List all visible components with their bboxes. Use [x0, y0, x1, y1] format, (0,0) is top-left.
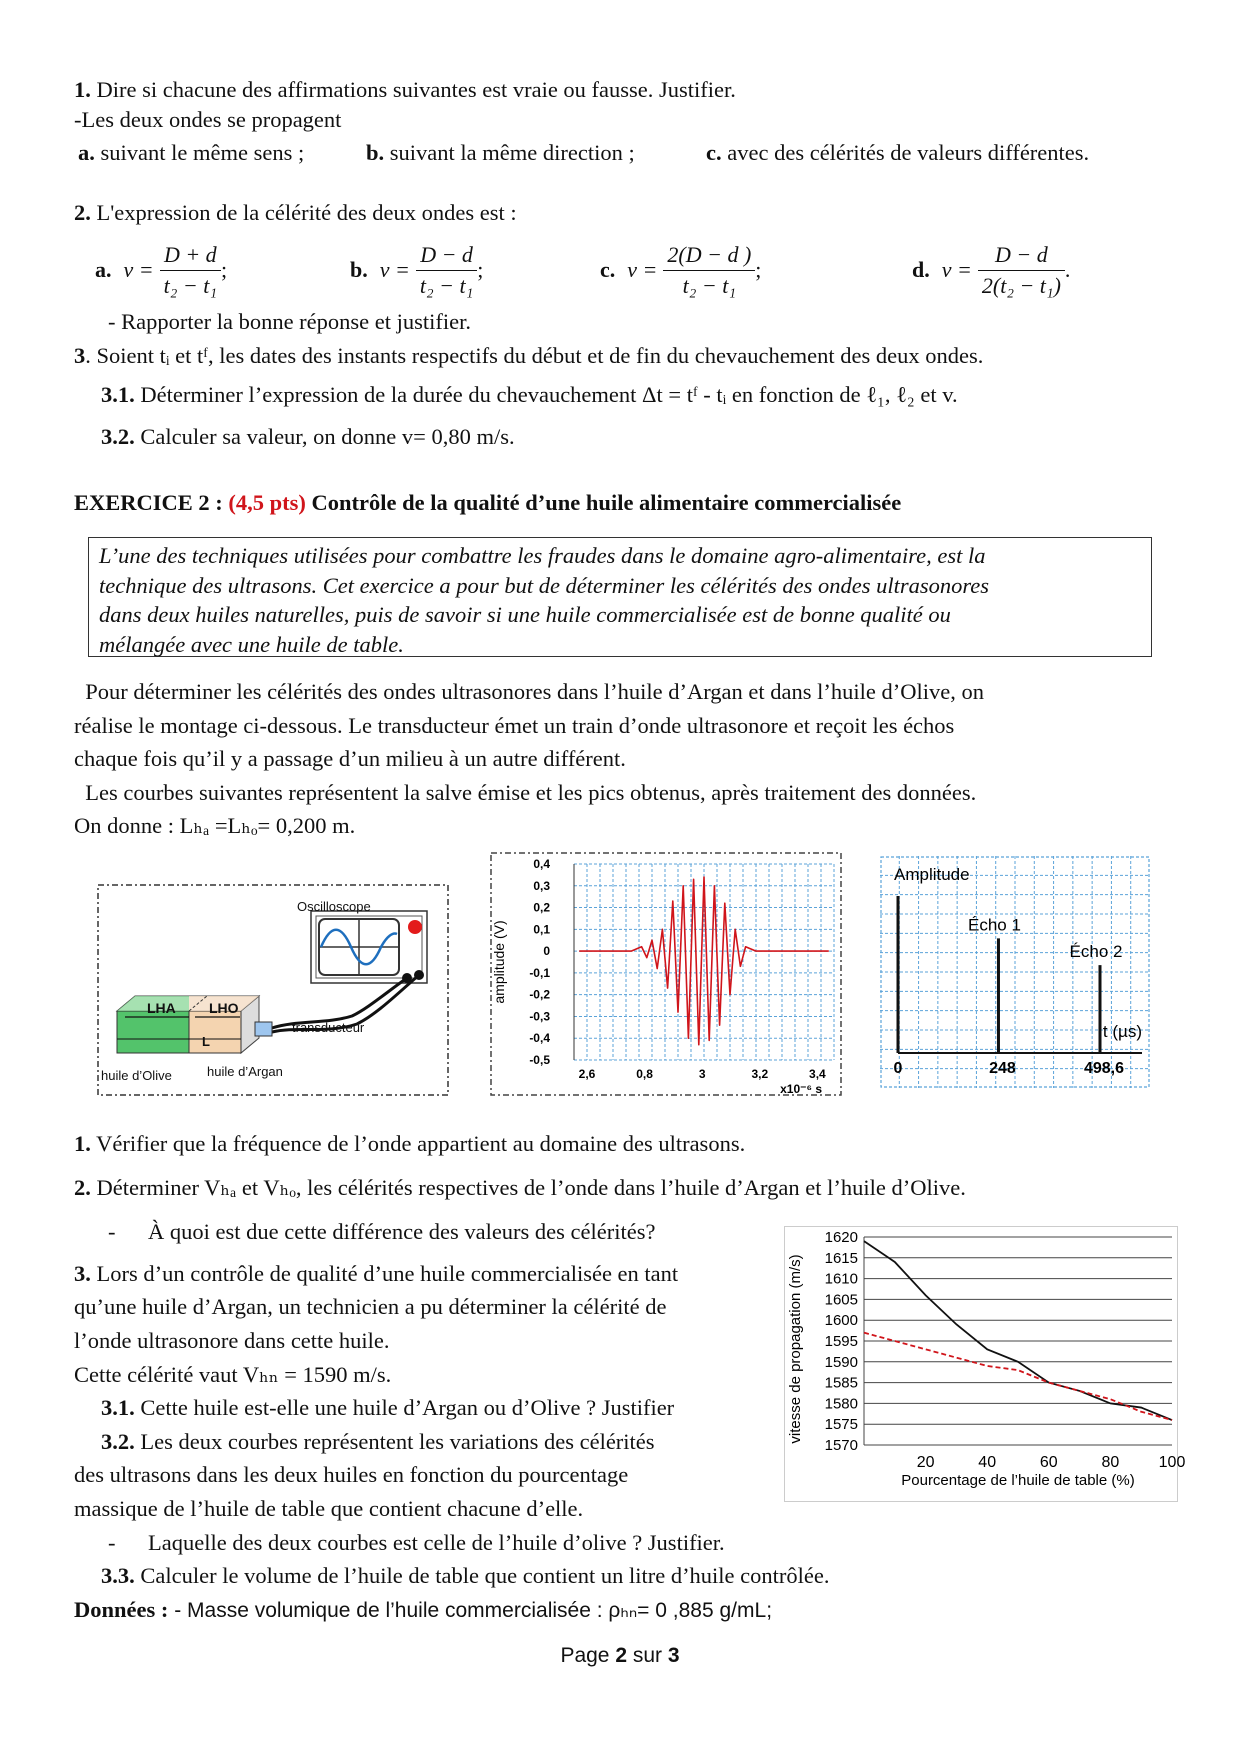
x-tick-label: 3,2: [751, 1067, 769, 1081]
y-tick-label: 1610: [824, 1270, 858, 1288]
paragraph-line: chaque fois qu’il y a passage d’un milieu à un autre différent.: [74, 746, 626, 771]
x-tick-label: 0,8: [636, 1067, 653, 1081]
ex2-question-1: 1. Vérifier que la fréquence de l’onde appartient au domaine des ultrasons.: [74, 1131, 746, 1156]
paragraph-line: Les courbes suivantes représentent la salve émise et les pics obtenus, après traitement des données.: [74, 780, 977, 805]
l-label: L: [202, 1034, 210, 1049]
question-3: 3. Soient tᵢ et tᶠ, les dates des instants respectifs du début et de fin du chevauchement des deux ondes.: [74, 343, 984, 368]
paragraph-line: Pour déterminer les célérités des ondes ultrasonores dans l’huile d’Argan et dans l’huile d’Olive, on: [74, 679, 984, 704]
x-tick-label: 20: [916, 1454, 935, 1471]
formula-a: a. v = $\frac{D + d}{\text{t₂ − t₁}}$ ;: [95, 241, 228, 298]
formula-c: c. v = $\frac{2(D - d )}{\text{t₂ − t₁}}$ ;: [600, 241, 762, 298]
ex2-question-3-line: Cette célérité vaut Vₕₙ = 1590 m/s.: [74, 1362, 392, 1387]
y-tick-label: 1595: [824, 1333, 858, 1350]
x-tick-label: 2,6: [578, 1067, 596, 1081]
ex2-question-2: 2. Déterminer Vₕₐ et Vₕₒ, les célérités respectives de l’onde dans l’huile d’Argan et l’huile d’Olive.: [74, 1175, 966, 1200]
question-1: 1. Dire si chacune des affirmations suivantes est vraie ou fausse. Justifier.: [74, 77, 736, 102]
x-tick-label: 3,4: [809, 1067, 826, 1081]
salve-chart: [490, 852, 842, 1096]
intro-line: technique des ultrasons. Cet exercice a pour but de déterminer les célérités des ondes ultrasonores: [99, 572, 990, 598]
option-b: b. suivant la même direction ;: [366, 140, 635, 165]
option-c: c. avec des célérités de valeurs différentes.: [706, 140, 1090, 165]
x-tick-label: 3: [698, 1067, 706, 1081]
peak-label: Écho 1: [968, 915, 1021, 935]
x-axis-label: t (µs): [1102, 1022, 1142, 1041]
exercise-2-intro-box: [88, 537, 1152, 657]
ex2-question-3: 3. Lors d’un contrôle de qualité d’une huile commercialisée en tant: [74, 1261, 679, 1286]
y-tick-label: 0,2: [533, 900, 550, 915]
y-tick-label: 1575: [824, 1416, 858, 1434]
y-tick-label: 1615: [824, 1249, 858, 1267]
dashed-series-line: [864, 1333, 1172, 1420]
question-1-intro: -Les deux ondes se propagent: [74, 107, 342, 132]
y-axis-label: vitesse de propagation (m/s): [787, 1254, 804, 1444]
chart-title: Amplitude: [894, 865, 970, 884]
question-3-2: 3.2. Calculer sa valeur, on donne v= 0,80 m/s.: [101, 424, 515, 449]
x-tick-label: 80: [1101, 1454, 1120, 1471]
ex2-question-3-line: l’onde ultrasonore dans cette huile.: [74, 1328, 390, 1353]
ex2-question-2-sub: - À quoi est due cette différence des valeurs des célérités?: [108, 1219, 656, 1244]
y-tick-label: -0,4: [529, 1031, 550, 1046]
y-tick-label: 1570: [824, 1437, 858, 1454]
y-tick-label: -0,3: [529, 1009, 550, 1024]
intro-line: L’une des techniques utilisées pour combattre les fraudes dans le domaine agro-alimentaire, est la: [99, 543, 986, 568]
y-tick-label: -0,2: [529, 987, 550, 1002]
question-3-1: 3.1. Déterminer l’expression de la durée du chevauchement Δt = tᶠ - tᵢ en fonction de ℓ₁, ℓ₂ et v.: [101, 382, 958, 407]
ex2-question-3-2-sub: - Laquelle des deux courbes est celle de l’huile d’olive ? Justifier.: [108, 1530, 725, 1555]
formula-d: d. v = $\frac{D - d}{\text{2(t₂ − t₁)}}$ .: [912, 241, 1071, 298]
x-tick-label: 60: [1039, 1454, 1058, 1471]
transducer-label: transducteur: [292, 1020, 365, 1035]
y-tick-label: 1620: [824, 1229, 858, 1246]
setup-diagram: [97, 884, 449, 1096]
paragraph-line: réalise le montage ci-dessous. Le transducteur émet un train d’onde ultrasonore et reçoit les échos: [74, 713, 955, 738]
question-2: 2. L'expression de la célérité des deux ondes est :: [74, 200, 517, 225]
y-tick-label: 0,3: [533, 878, 550, 893]
question-2-note: - Rapporter la bonne réponse et justifier.: [108, 309, 472, 334]
velocity-chart: [784, 1226, 1186, 1502]
x-axis-label: Pourcentage de l’huile de table (%): [901, 1472, 1135, 1489]
echo-chart: [880, 856, 1150, 1088]
argan-label: huile d’Argan: [207, 1064, 283, 1079]
formula-b: b. v = $\frac{D - d}{\text{t₂ − t₁}}$ ;: [350, 241, 484, 298]
x-tick-label: 498,6: [1083, 1060, 1125, 1077]
option-a: a. suivant le même sens ;: [78, 140, 305, 165]
lha-label: LHA: [147, 1000, 176, 1016]
x-axis-label: x10⁻⁶ s: [780, 1082, 822, 1096]
y-tick-label: 0,4: [533, 857, 550, 871]
ex2-question-3-line: qu’une huile d’Argan, un technicien a pu déterminer la célérité de: [74, 1294, 667, 1319]
olive-label: huile d’Olive: [101, 1068, 172, 1083]
x-tick-label: 0: [893, 1060, 903, 1077]
x-tick-label: 100: [1158, 1454, 1186, 1471]
y-tick-label: 0,1: [533, 922, 550, 937]
lho-label: LHO: [209, 1000, 239, 1016]
y-tick-label: -0,1: [529, 965, 550, 980]
y-axis-label: amplitude (V): [491, 920, 507, 1004]
ex2-question-3-3: 3.3. Calculer le volume de l’huile de table que contient un litre d’huile contrôlée.: [101, 1563, 830, 1588]
oscilloscope-label: Oscilloscope: [297, 899, 371, 914]
y-tick-label: 1580: [824, 1395, 858, 1413]
intro-line: dans deux huiles naturelles, puis de savoir si une huile commercialisée est de bonne qualité ou: [99, 602, 951, 627]
peak-label: Écho 2: [1069, 942, 1123, 962]
ex2-question-3-2-line: massique de l’huile de table que contient chacune d’elle.: [74, 1496, 584, 1521]
x-tick-label: 248: [989, 1060, 1016, 1077]
y-tick-label: 1600: [824, 1312, 858, 1330]
ex2-question-3-1: 3.1. Cette huile est-elle une huile d’Argan ou d’Olive ? Justifier: [101, 1395, 675, 1420]
exercise-2-heading: EXERCICE 2 : (4,5 pts) Contrôle de la qualité d’une huile alimentaire commercialisée: [74, 490, 902, 515]
x-tick-label: 40: [978, 1454, 997, 1471]
page-footer: Page 2 sur 3: [560, 1644, 680, 1667]
y-tick-label: 1585: [824, 1374, 858, 1392]
paragraph-line: On donne : Lₕₐ =Lₕₒ= 0,200 m.: [74, 813, 356, 838]
y-tick-label: 1605: [824, 1291, 858, 1309]
donnees: Données : - Masse volumique de l’huile commercialisée : ρₕₙ= 0 ,885 g/mL;: [74, 1597, 773, 1622]
y-tick-label: 0: [543, 944, 550, 959]
ex2-question-3-2-line: des ultrasons dans les deux huiles en fonction du pourcentage: [74, 1462, 629, 1487]
y-tick-label: -0,5: [529, 1053, 550, 1067]
solid-series-line: [864, 1241, 1172, 1420]
y-tick-label: 1590: [824, 1353, 858, 1371]
intro-line: mélangée avec une huile de table.: [99, 631, 404, 657]
ex2-question-3-2: 3.2. Les deux courbes représentent les variations des célérités: [101, 1429, 655, 1454]
